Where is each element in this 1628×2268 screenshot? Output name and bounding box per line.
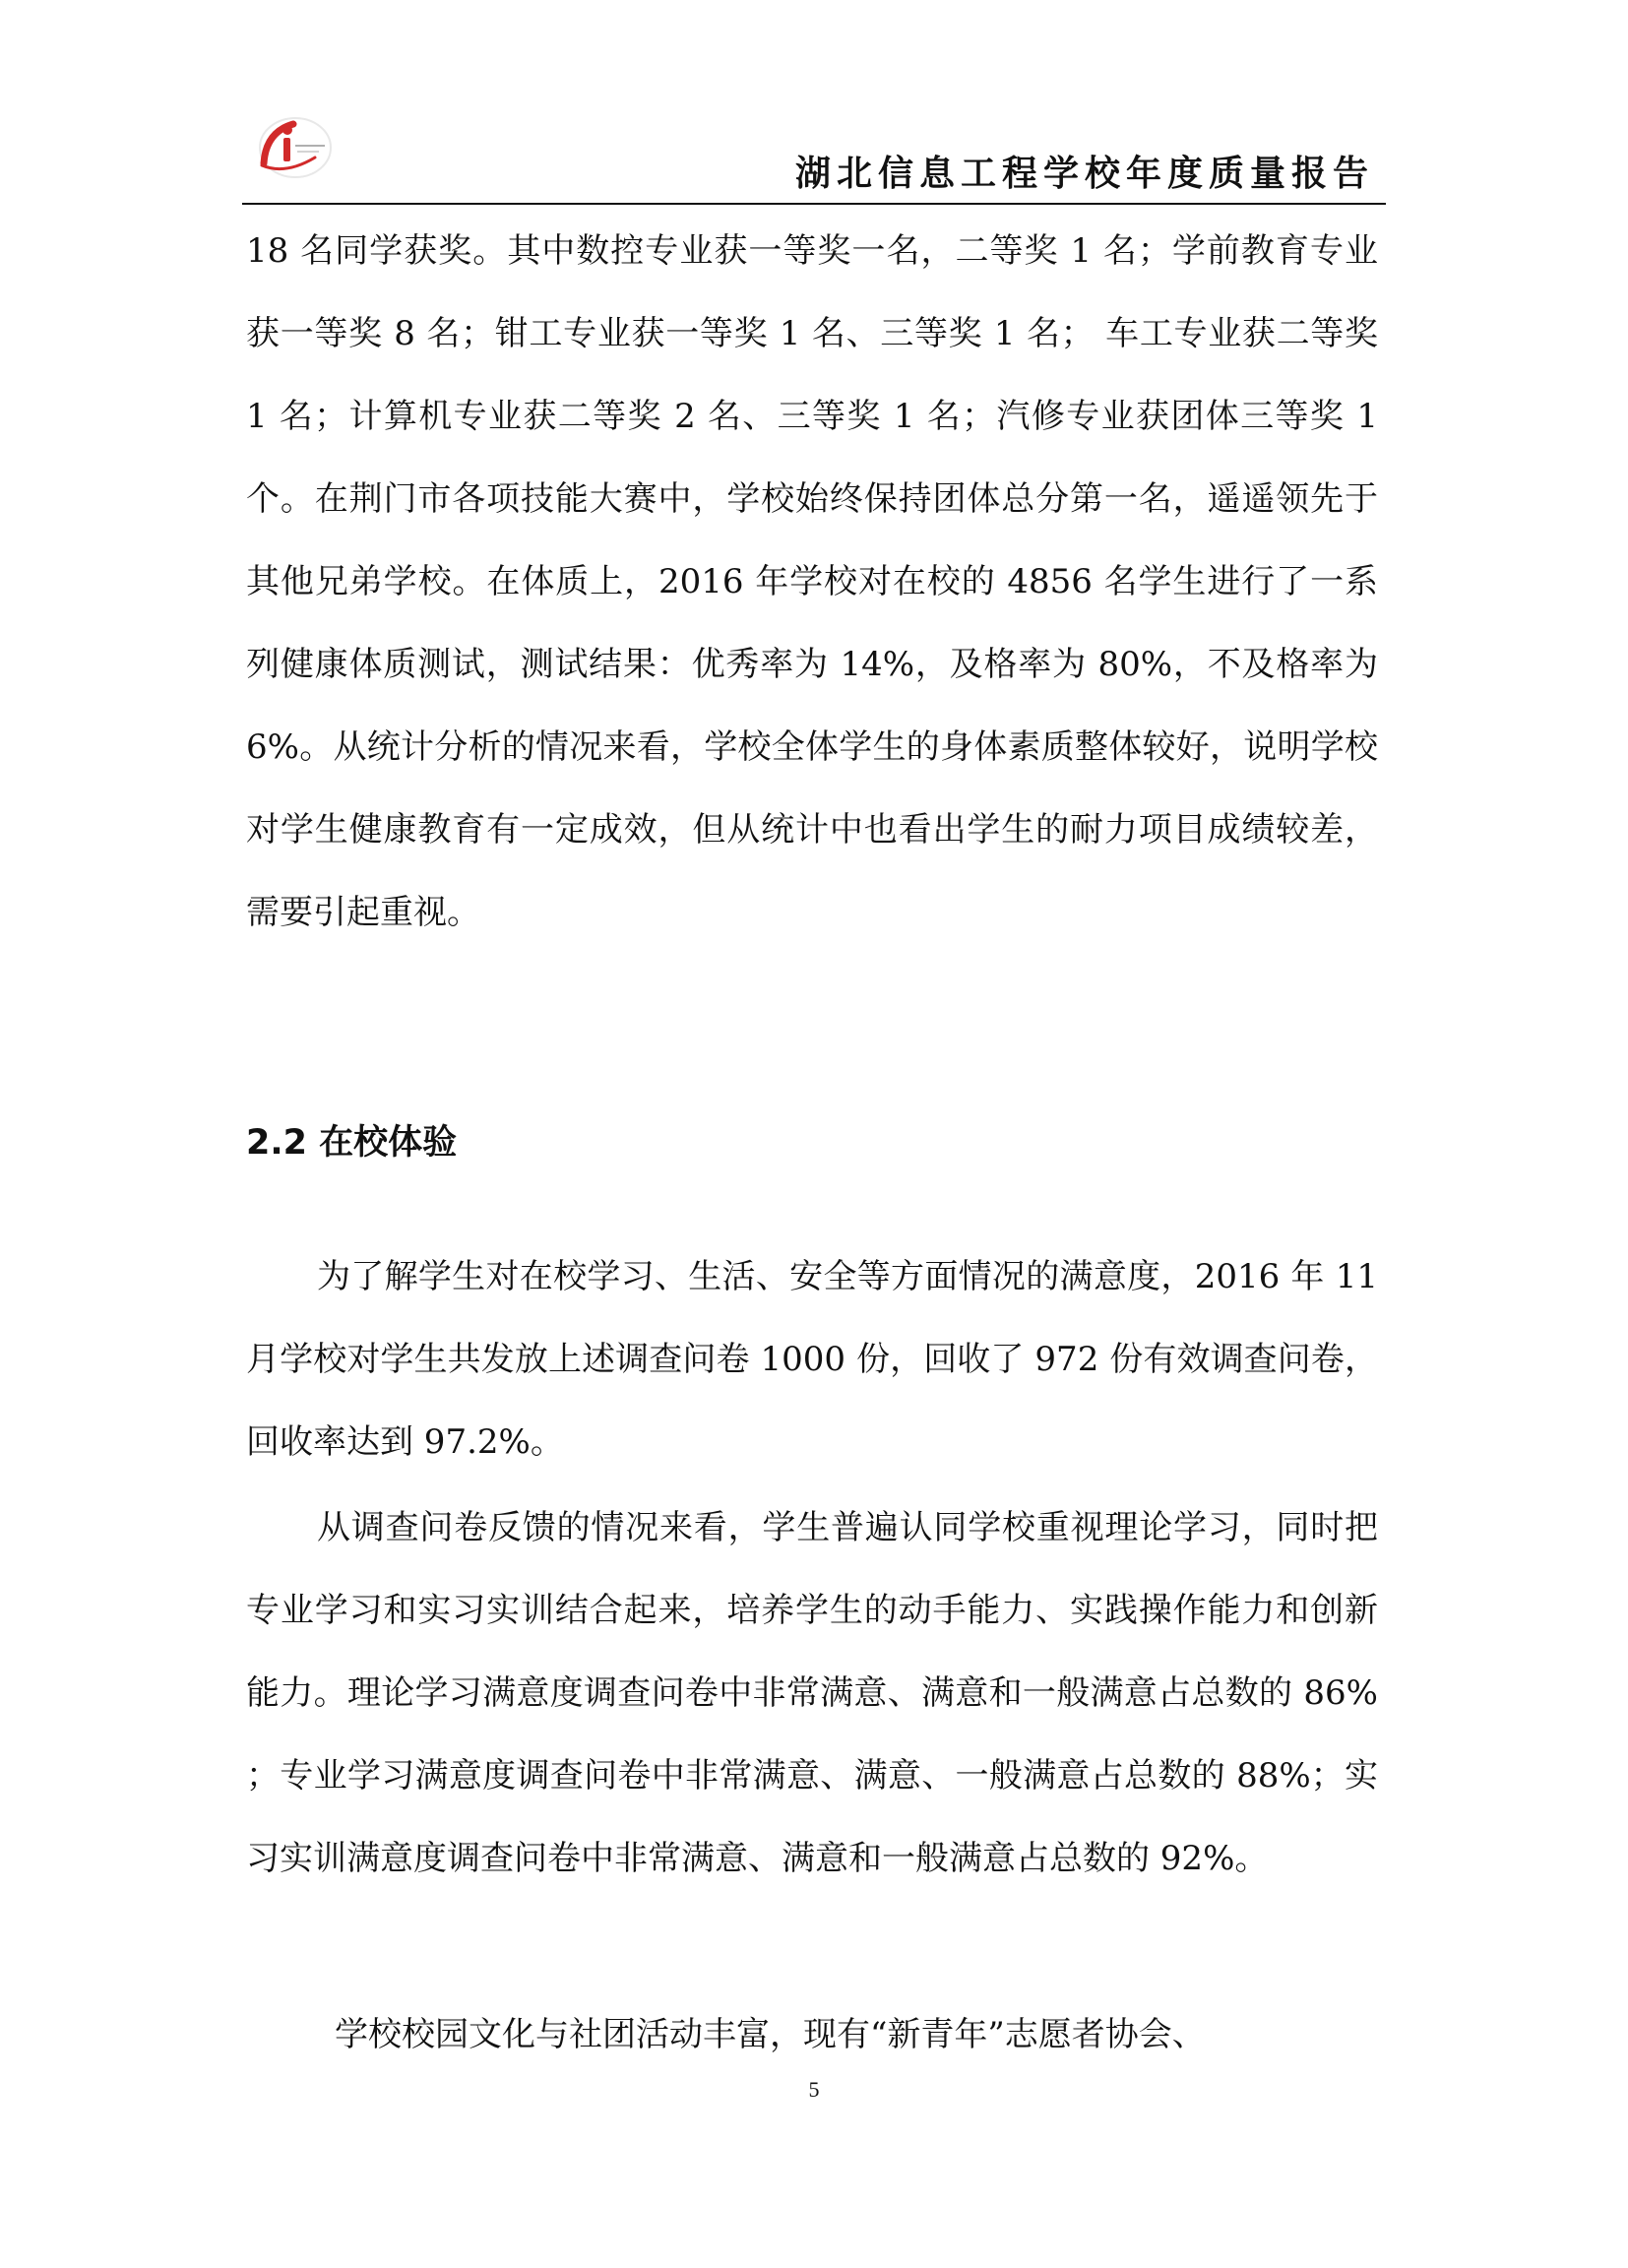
paragraph-awards-and-fitness: 18 名同学获奖。其中数控专业获一等奖一名，二等奖 1 名；学前教育专业获一等奖 8 名；钳工专业获一等奖 1 名、三等奖 1 名； 车工专业获二等奖 1 名；计算机专业获二等奖 2 名、三等奖 1 名；汽修专业获团体三等奖 1 个。在荆门市各项技能大赛中，学校始终保持团体总分第一名，遥遥领先于其他兄弟学校。在体质上，2016 年学校对在校的 4856 名学生进行了一系列健康体质测试，测试结果：优秀率为 14%，及格率为 80%，不及格率为 6%。从统计分析的情况来看，学校全体学生的身体素质整体较好，说明学校对学生健康教育有一定成效，但从统计中也看出学生的耐力项目成绩较差，需要引起重视。 [246,231,1378,932]
paragraph-campus-culture: 学校校园文化与社团活动丰富，现有“新青年”志愿者协会、 [335,2015,1206,2054]
page-number: 5 [808,2077,820,2102]
paragraph-survey: 为了解学生对在校学习、生活、安全等方面情况的满意度，2016 年 11 月学校对学生共发放上述调查问卷 1000 份，回收了 972 份有效调查问卷，回收率达到 97.2%。 [246,1257,1378,1462]
report-header-title: 湖北信息工程学校年度质量报告 [794,153,1374,194]
school-logo-icon [246,106,335,185]
header-divider [242,203,1386,205]
paragraph-survey-results: 从调查问卷反馈的情况来看，学生普遍认同学校重视理论学习，同时把专业学习和实习实训结合起来，培养学生的动手能力、实践操作能力和创新能力。理论学习满意度调查问卷中非常满意、满意和一般满意占总数的 86% ；专业学习满意度调查问卷中非常满意、满意、一般满意占总数的 88%；实习实训满意度调查问卷中非常满意、满意和一般满意占总数的 92%。 [246,1508,1378,1878]
section-heading: 2.2 在校体验 [246,1123,458,1163]
